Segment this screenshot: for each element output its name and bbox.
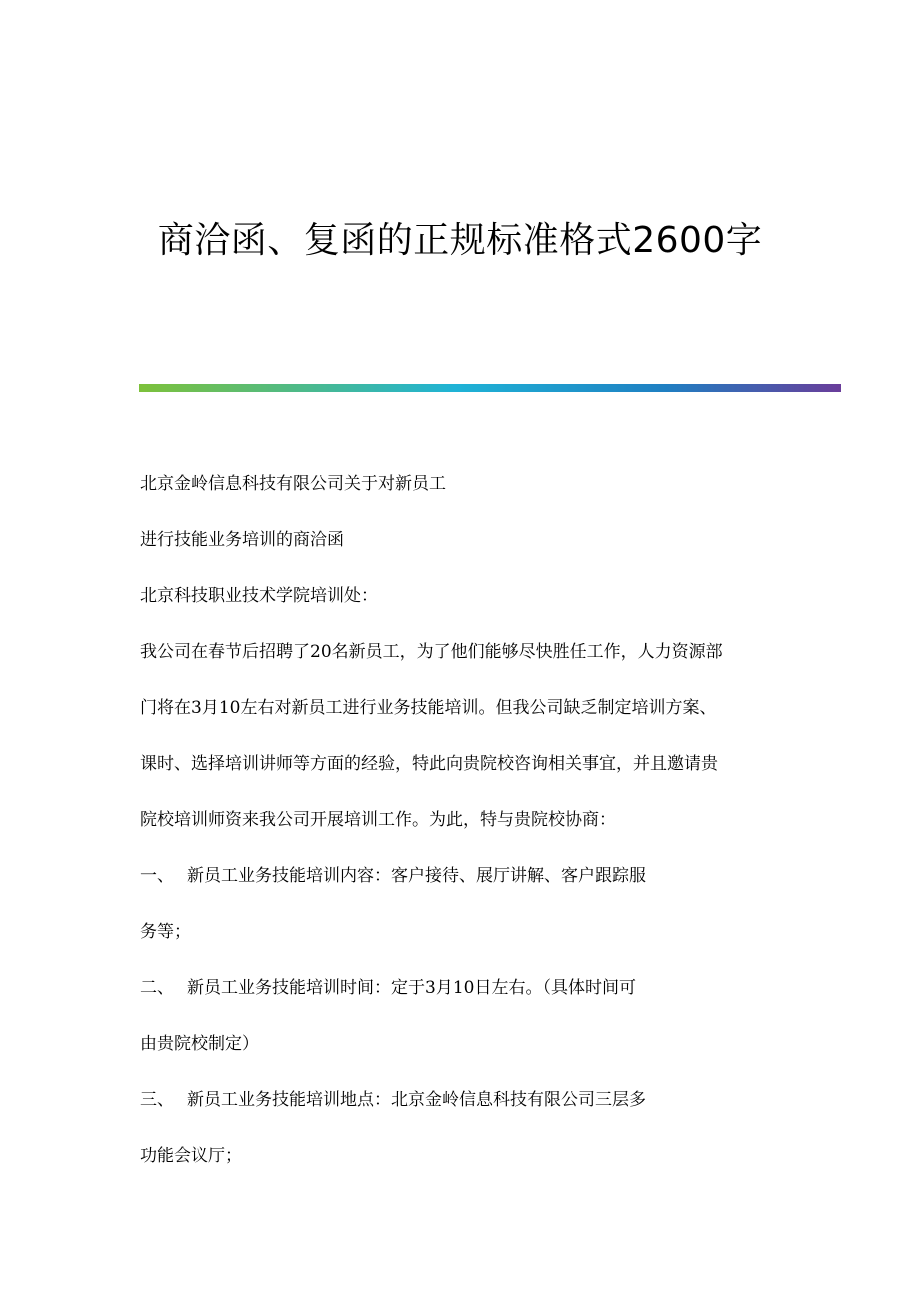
list-item-1-continuation: 务等； xyxy=(140,922,191,942)
list-marker: 三、 xyxy=(140,1090,174,1110)
list-item-text: 新员工业务技能培训内容：客户接待、展厅讲解、客户跟踪服 xyxy=(187,866,646,886)
list-item-1 xyxy=(140,857,790,895)
list-item-text: 新员工业务技能培训地点：北京金岭信息科技有限公司三层多 xyxy=(187,1090,646,1110)
subject-line-2: 进行技能业务培训的商洽函 xyxy=(140,530,344,550)
title-divider-rule xyxy=(139,384,841,392)
recipient-line: 北京科技职业技术学院培训处： xyxy=(140,586,378,606)
list-item-2 xyxy=(140,969,790,1007)
letter-body xyxy=(140,465,790,1175)
body-paragraph-line-2: 门将在3月10左右对新员工进行业务技能培训。但我公司缺乏制定培训方案、 xyxy=(140,698,717,718)
list-item-3 xyxy=(140,1081,790,1119)
document-title: 商洽函、复函的正规标准格式2600字 xyxy=(157,220,763,261)
subject-line-1: 北京金岭信息科技有限公司关于对新员工 xyxy=(140,474,446,494)
list-marker: 一、 xyxy=(140,866,174,886)
body-paragraph-line-4: 院校培训师资来我公司开展培训工作。为此，特与贵院校协商： xyxy=(140,810,616,830)
list-item-3-continuation: 功能会议厅； xyxy=(140,1146,242,1166)
body-paragraph-line-3: 课时、选择培训讲师等方面的经验，特此向贵院校咨询相关事宜，并且邀请贵 xyxy=(140,754,718,774)
body-paragraph-line-1: 我公司在春节后招聘了20名新员工，为了他们能够尽快胜任工作，人力资源部 xyxy=(140,642,723,662)
list-marker: 二、 xyxy=(140,978,174,998)
list-item-2-continuation: 由贵院校制定） xyxy=(140,1034,259,1054)
list-item-text: 新员工业务技能培训时间：定于3月10日左右。（具体时间可 xyxy=(187,978,636,998)
